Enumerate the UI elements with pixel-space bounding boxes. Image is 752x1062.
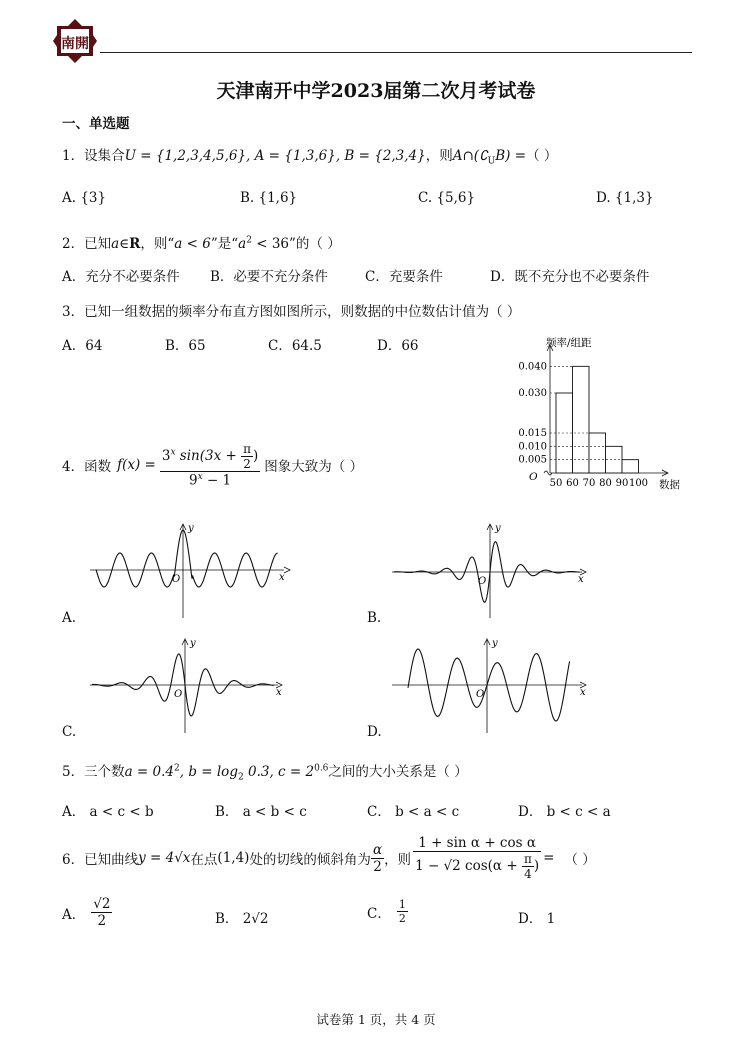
q6-c-num: 1 — [398, 898, 406, 911]
q6-mid3: ，则 — [384, 852, 412, 868]
graph-d-label: D. — [367, 724, 382, 740]
q1-sub: U — [487, 156, 496, 167]
histogram-chart — [500, 328, 700, 496]
q5-option-a: A． a < c < b — [62, 804, 154, 820]
q6-den-a: 1 − √2 cos(α + — [415, 858, 522, 874]
q4-den-sup: x — [197, 471, 203, 482]
hist-y-tick: 0.015 — [518, 428, 547, 439]
q5-option-b: B． a < b < c — [215, 804, 307, 820]
q6-a-frac — [91, 896, 112, 929]
q1-expr: A∩(∁ — [452, 148, 488, 164]
hist-x-tick: 50 — [549, 478, 563, 489]
q6-lead: 6．已知曲线 — [62, 852, 139, 868]
q1-number: 1． — [62, 148, 85, 164]
hist-y-tick: 0.030 — [518, 388, 547, 399]
question-5 — [62, 760, 468, 783]
hist-ylabel: 频率/组距 — [546, 337, 592, 349]
graph-c-label: C. — [62, 724, 77, 740]
q1-set-a: , A = {1,3,6} — [246, 148, 336, 164]
logo-text: 南開 — [61, 36, 89, 52]
q4-num-sup: x — [170, 447, 176, 458]
q2-text-d: ”的（ ） — [289, 236, 341, 252]
q1-paren: （ ） — [526, 148, 558, 164]
q6-c-den: 2 — [398, 912, 406, 925]
q4-two: 2 — [243, 456, 251, 471]
q6-curve: y = 4√x — [138, 850, 191, 866]
hist-x-tick: 80 — [599, 478, 612, 489]
school-logo — [52, 18, 98, 64]
q1-ask: ，则 — [425, 148, 453, 164]
q5-expr3: 0.3, c = 2 — [243, 764, 315, 780]
hist-x-tick: 90 — [615, 478, 629, 489]
q5-option-c: C． b < a < c — [367, 804, 460, 820]
graph-d-x: x — [580, 687, 586, 698]
graph-a-label: A. — [62, 610, 77, 626]
hist-origin: O — [529, 471, 538, 483]
q6-a-num: √2 — [93, 896, 111, 912]
q6-fraction — [413, 835, 541, 881]
q5-sup1: 2 — [174, 763, 180, 774]
q1-set-u: U = {1,2,3,4,5,6} — [124, 148, 247, 164]
page-title: 天津南开中学2023届第二次月考试卷 — [216, 80, 536, 102]
hist-y-tick: 0.040 — [518, 361, 547, 373]
hist-y-tick: 0.005 — [518, 454, 547, 466]
q6-option-a — [62, 896, 112, 929]
q4-pi: π — [243, 441, 252, 456]
q5-expr2: , b = log — [179, 764, 238, 780]
q2-s2a: a — [238, 236, 247, 252]
q1-option-d: D. {1,3} — [596, 190, 654, 206]
graph-b-label: B. — [367, 610, 382, 626]
q6-mid: 在点 — [190, 852, 218, 868]
q1-option-a: A. {3} — [62, 190, 107, 206]
q2-s1: a < 6 — [174, 236, 211, 252]
question-1 — [62, 144, 557, 167]
q4-num-close: ) — [253, 447, 259, 464]
graph-c-x: x — [276, 687, 282, 698]
q5-tail: 之间的大小关系是（ ） — [328, 764, 468, 780]
q6-c-frac — [397, 898, 408, 925]
question-6 — [62, 830, 596, 886]
q5-lead: 5．三个数 — [62, 764, 125, 780]
hist-y-tick: 0.010 — [518, 441, 547, 453]
graph-a-y: y — [188, 523, 194, 534]
graph-d-o: O — [476, 689, 485, 700]
hist-x-tick: 60 — [566, 478, 579, 489]
q4-fraction — [160, 442, 260, 489]
q2-option-d: D．既不充分也不必要条件 — [490, 269, 650, 285]
q4-num-sin: sin(3x + — [175, 447, 242, 464]
q2-text-a: 已知 — [84, 236, 112, 252]
q2-cond: a∈ — [111, 236, 130, 252]
q2-s2sup: 2 — [246, 235, 252, 246]
q6-c-label: C． — [367, 905, 391, 922]
hist-bar — [573, 366, 590, 473]
question-3: 3．已知一组数据的频率分布直方图如图所示，则数据的中位数估计值为（ ） — [62, 304, 521, 320]
logo-seal-icon — [52, 18, 98, 64]
q4-tail: 图象大致为（ ） — [264, 459, 364, 475]
q1-option-c: C. {5,6} — [418, 190, 476, 206]
q6-two: 2 — [373, 858, 382, 875]
page-footer: 试卷第 1 页，共 4 页 — [316, 1012, 436, 1027]
q5-sup3: 0.6 — [314, 763, 329, 774]
graph-d-y: y — [492, 638, 498, 649]
q5-sub2: 2 — [237, 772, 244, 783]
q2-s2b: < 36 — [251, 236, 290, 252]
section-heading: 一、单选题 — [62, 116, 130, 132]
graph-a-o: O — [172, 574, 181, 585]
graph-b-o: O — [478, 576, 487, 587]
q2-option-a: A．充分不必要条件 — [62, 269, 180, 285]
q4-pi-half — [241, 442, 253, 471]
q3-option-b: B．65 — [165, 338, 206, 354]
q2-text-c: ”是“ — [210, 236, 239, 252]
q6-option-b: B． 2√2 — [215, 911, 269, 927]
graph-d — [390, 635, 600, 735]
q6-alpha: α — [372, 841, 383, 858]
q3-option-a: A．64 — [62, 338, 103, 354]
q6-pi-quarter — [522, 852, 534, 881]
q1-lead: 设集合 — [84, 148, 125, 164]
hist-bar — [622, 460, 639, 473]
q2-option-c: C．充要条件 — [365, 269, 443, 285]
graph-a-x: x — [279, 572, 285, 583]
hist-xlabel: 数据 — [659, 479, 680, 491]
q6-a-den: 2 — [97, 913, 107, 929]
graph-b-x: x — [578, 574, 584, 585]
q4-den-base: 9 — [188, 472, 198, 489]
q1-set-b: , B = {2,3,4} — [335, 148, 426, 164]
graph-a — [88, 520, 298, 620]
q6-mid2: 处的切线的倾斜角为 — [249, 852, 371, 868]
q6-a-label: A． — [62, 906, 86, 923]
q2-option-b: B．必要不充分条件 — [210, 269, 328, 285]
q6-eq: = — [543, 850, 555, 866]
q6-option-d: D． 1 — [518, 911, 556, 927]
graph-b — [390, 520, 600, 620]
question-4 — [62, 440, 363, 490]
q6-point: (1,4) — [217, 850, 250, 866]
q4-den-minus: − 1 — [202, 472, 232, 489]
graph-c — [88, 635, 298, 735]
q6-option-c — [367, 898, 408, 925]
q4-num-base: 3 — [161, 447, 171, 464]
header-rule — [100, 52, 692, 53]
q6-num: 1 + sin α + cos α — [413, 835, 541, 852]
q5-expr: a = 0.4 — [124, 764, 175, 780]
q1-expr2: B) = — [495, 148, 527, 164]
q4-fx: f(x) = — [117, 457, 156, 473]
q3-option-d: D．66 — [377, 338, 419, 354]
question-2 — [62, 232, 341, 252]
q3-option-c: C．64.5 — [268, 338, 322, 354]
q5-option-d: D． b < c < a — [518, 804, 611, 820]
q2-text-b: ，则“ — [140, 236, 175, 252]
graph-c-o: O — [174, 689, 183, 700]
hist-bar — [589, 433, 606, 473]
q6-den-four: 4 — [524, 867, 532, 881]
q4-number: 4．函数 — [62, 459, 112, 475]
q6-den-pi: π — [523, 852, 532, 866]
q6-half-alpha — [371, 842, 384, 875]
q6-paren: （ ） — [564, 852, 596, 868]
hist-x-tick: 100 — [628, 478, 649, 489]
graph-b-y: y — [495, 523, 501, 534]
q2-reals: R — [129, 236, 141, 252]
q1-option-b: B. {1,6} — [240, 190, 298, 206]
q6-den-b: ) — [533, 858, 540, 874]
hist-x-tick: 70 — [582, 478, 596, 489]
graph-c-y: y — [190, 638, 196, 649]
q2-number: 2． — [62, 236, 85, 252]
